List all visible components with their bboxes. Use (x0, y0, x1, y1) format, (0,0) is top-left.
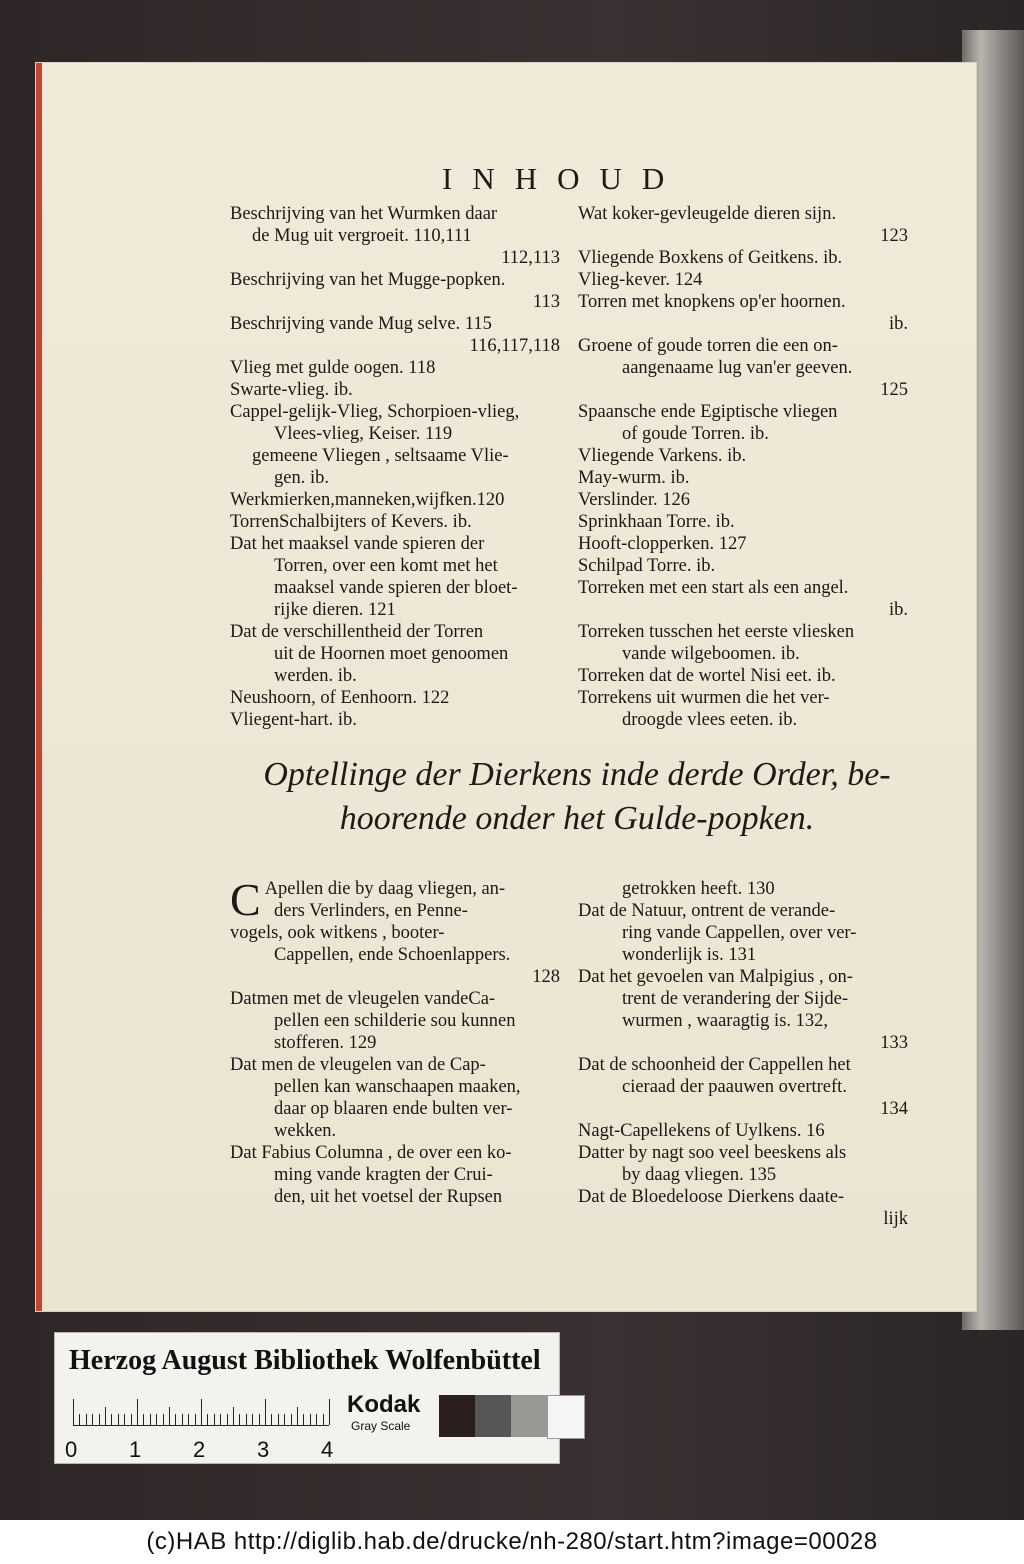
text-line (578, 577, 908, 599)
ruler-tick (233, 1407, 234, 1425)
ruler-tick (207, 1414, 208, 1425)
ruler-tick (156, 1414, 157, 1425)
line-text: Dat het maaksel vande spieren der (230, 534, 485, 554)
line-text: Dat de schoonheid der Cappellen het (578, 1055, 851, 1075)
ruler-tick (111, 1414, 112, 1425)
line-text: Cappellen, ende Schoenlappers. (274, 945, 511, 965)
text-line (578, 489, 908, 511)
text-line (230, 1120, 560, 1142)
line-text: Groene of goude torren die een on- (578, 336, 838, 356)
toc-column-left (230, 203, 560, 731)
ruler-number: 0 (65, 1437, 78, 1462)
ruler-tick (284, 1414, 285, 1425)
gray-patch (547, 1395, 585, 1439)
line-text: vande wilgeboomen. ib. (622, 644, 800, 664)
text-line (230, 489, 560, 511)
text-line (578, 988, 908, 1010)
text-line (230, 533, 560, 555)
line-text: May-wurm. ib. (578, 468, 690, 488)
text-line (578, 1098, 908, 1120)
line-text: Dat de verschillentheid der Torren (230, 622, 484, 642)
line-text: ming vande kragten der Crui- (274, 1165, 493, 1185)
text-line (230, 878, 560, 900)
text-line (578, 335, 908, 357)
ruler-tick (303, 1414, 304, 1425)
ruler-tick (271, 1414, 272, 1425)
section-heading (232, 753, 922, 841)
ruler-tick (137, 1399, 138, 1425)
line-text: Dat men de vleugelen van de Cap- (230, 1055, 486, 1075)
text-line (578, 379, 908, 401)
ruler-tick (188, 1414, 189, 1425)
line-text: ib. (888, 314, 908, 334)
line-text: TorrenSchalbijters of Kevers. ib. (230, 512, 472, 532)
text-line (230, 643, 560, 665)
gray-patch (475, 1395, 511, 1437)
line-text: Vliegende Boxkens of Geitkens. ib. (578, 248, 843, 268)
text-line (230, 335, 560, 357)
ruler-number: 1 (129, 1437, 142, 1462)
ruler-tick (99, 1414, 100, 1425)
line-text: 113 (532, 292, 560, 312)
text-line (578, 1186, 908, 1208)
drop-cap: C (230, 874, 261, 925)
kodak-logo: Kodak (347, 1391, 421, 1418)
text-line (578, 423, 908, 445)
line-text: Dat het gevoelen van Malpigius , on- (578, 967, 853, 987)
line-text: Torren met knopkens op'er hoornen. (578, 292, 846, 312)
text-line (230, 379, 560, 401)
ruler-tick (73, 1399, 74, 1425)
line-text: Schilpad Torre. ib. (578, 556, 716, 576)
gray-patch (439, 1395, 475, 1437)
line-text: Cappel-gelijk-Vlieg, Schorpioen-vlieg, (230, 402, 520, 422)
text-line (230, 1010, 560, 1032)
body-column-right (578, 878, 908, 1230)
line-text: wonderlijk is. 131 (622, 945, 757, 965)
ruler-tick (265, 1399, 266, 1425)
text-line (578, 599, 908, 621)
ruler-tick (163, 1414, 164, 1425)
line-text: 128 (532, 967, 560, 987)
text-line (230, 900, 560, 922)
line-text: aangenaame lug van'er geeven. (622, 358, 853, 378)
line-text: Torreken met een start als een angel. (578, 578, 849, 598)
line-text: 112,113 (501, 248, 560, 268)
text-line (578, 313, 908, 335)
ruler-tick (214, 1414, 215, 1425)
line-text: 123 (880, 226, 908, 246)
text-line (230, 1054, 560, 1076)
line-text: Torreken tusschen het eerste vliesken (578, 622, 855, 642)
line-text: ib. (888, 600, 908, 620)
line-text: 133 (880, 1033, 908, 1053)
line-text: 134 (880, 1099, 908, 1119)
line-text: Dat Fabius Columna , de over een ko- (230, 1143, 512, 1163)
text-line (230, 247, 560, 269)
text-line (578, 709, 908, 731)
text-line (578, 203, 908, 225)
text-line (578, 533, 908, 555)
line-text: Beschrijving van het Wurmken daar (230, 204, 498, 224)
text-line (230, 1076, 560, 1098)
ruler-tick (143, 1414, 144, 1425)
text-line (230, 401, 560, 423)
line-text: droogde vlees eeten. ib. (622, 710, 798, 730)
ruler-tick (291, 1414, 292, 1425)
line-text: ring vande Cappellen, over ver- (622, 923, 857, 943)
line-text: den, uit het voetsel der Rupsen (274, 1187, 503, 1207)
ruler-tick (329, 1399, 330, 1425)
ruler-tick (182, 1414, 183, 1425)
line-text: Datter by nagt soo veel beeskens als (578, 1143, 847, 1163)
line-text: Nagt-Capellekens of Uylkens. 16 (578, 1121, 825, 1141)
text-line (578, 247, 908, 269)
line-text: Vlieg-kever. 124 (578, 270, 703, 290)
text-line (230, 1098, 560, 1120)
text-line (578, 1054, 908, 1076)
ruler-tick (86, 1414, 87, 1425)
ruler-tick (131, 1414, 132, 1425)
ruler-tick (246, 1414, 247, 1425)
line-text: Beschrijving vande Mug selve. 115 (230, 314, 492, 334)
text-line (578, 1120, 908, 1142)
line-text: de Mug uit vergroeit. 110,111 (252, 226, 472, 246)
text-line (578, 555, 908, 577)
text-line (230, 511, 560, 533)
text-line (230, 203, 560, 225)
library-name: Herzog August Bibliothek Wolfenbüttel (69, 1345, 541, 1376)
text-line (230, 445, 560, 467)
line-text: gen. ib. (274, 468, 329, 488)
line-text: Verslinder. 126 (578, 490, 691, 510)
text-line (578, 1010, 908, 1032)
ruler-tick (239, 1414, 240, 1425)
text-line (230, 1186, 560, 1208)
ruler-tick (195, 1414, 196, 1425)
text-line (230, 357, 560, 379)
line-text: pellen een schilderie sou kunnen (274, 1011, 516, 1031)
line-text: Apellen die by daag vliegen, an- (264, 879, 506, 899)
section-heading-line-1: Optellinge der Dierkens inde derde Order, be- (263, 756, 891, 793)
ruler-tick (201, 1399, 202, 1425)
text-line (578, 922, 908, 944)
line-text: getrokken heeft. 130 (622, 879, 775, 899)
line-text: wurmen , waaragtig is. 132, (622, 1011, 829, 1031)
line-text: werden. ib. (274, 666, 357, 686)
text-line (230, 966, 560, 988)
line-text: Datmen met de vleugelen vandeCa- (230, 989, 496, 1009)
ruler-tick (92, 1414, 93, 1425)
line-text: by daag vliegen. 135 (622, 1165, 777, 1185)
line-text: pellen kan wanschaapen maaken, (274, 1077, 521, 1097)
text-line (578, 291, 908, 313)
text-line (578, 900, 908, 922)
line-text: Torrekens uit wurmen die het ver- (578, 688, 830, 708)
ruler-number: 2 (193, 1437, 206, 1462)
text-line (578, 225, 908, 247)
text-line (578, 357, 908, 379)
ruler-tick (175, 1414, 176, 1425)
line-text: stofferen. 129 (274, 1033, 377, 1053)
line-text: daar op blaaren ende bulten ver- (274, 1099, 513, 1119)
text-line (578, 1076, 908, 1098)
line-text: Neushoorn, of Eenhoorn. 122 (230, 688, 450, 708)
line-text: Dat de Natuur, ontrent de verande- (578, 901, 836, 921)
gray-scale-label: Gray Scale (351, 1419, 411, 1433)
text-line (578, 966, 908, 988)
section-heading-line-2: hoorende onder het Gulde-popken. (339, 800, 815, 837)
ruler-tick (105, 1407, 106, 1425)
ruler-tick (227, 1414, 228, 1425)
text-line (230, 1032, 560, 1054)
text-line (578, 445, 908, 467)
line-text: 116,117,118 (469, 336, 560, 356)
toc-column-right (578, 203, 908, 731)
footer-credit: (c)HAB http://diglib.hab.de/drucke/nh-280/start.htm?image=00028 (0, 1520, 1024, 1564)
ruler-tick (310, 1414, 311, 1425)
text-line (578, 878, 908, 900)
line-text: Vlieg met gulde oogen. 118 (230, 358, 436, 378)
library-color-card (54, 1332, 560, 1464)
ruler-number: 4 (321, 1437, 334, 1462)
line-text: vogels, ook witkens , booter- (230, 923, 445, 943)
line-text: Swarte-vlieg. ib. (230, 380, 353, 400)
line-text: wekken. (274, 1121, 337, 1141)
line-text: Spaansche ende Egiptische vliegen (578, 402, 838, 422)
text-line (230, 423, 560, 445)
line-text: Torreken dat de wortel Nisi eet. ib. (578, 666, 836, 686)
ruler-number: 3 (257, 1437, 270, 1462)
line-text: trent de verandering der Sijde- (622, 989, 849, 1009)
text-line (230, 291, 560, 313)
text-line (578, 1164, 908, 1186)
text-line (230, 944, 560, 966)
scale-ruler (73, 1399, 329, 1426)
line-text: cieraad der paauwen overtreft. (622, 1077, 847, 1097)
text-line (578, 1032, 908, 1054)
text-line (230, 467, 560, 489)
ruler-tick (169, 1407, 170, 1425)
text-line (578, 643, 908, 665)
ruler-tick (118, 1414, 119, 1425)
book-page (36, 63, 976, 1311)
text-line (578, 401, 908, 423)
text-line (230, 687, 560, 709)
text-line (578, 944, 908, 966)
line-text: Werkmierken,manneken,wijfken.120 (230, 490, 505, 510)
ruler-tick (124, 1414, 125, 1425)
text-line (578, 269, 908, 291)
line-text: Hooft-clopperken. 127 (578, 534, 747, 554)
text-line (230, 621, 560, 643)
ruler-tick (79, 1414, 80, 1425)
text-line (230, 577, 560, 599)
text-line (230, 1164, 560, 1186)
ruler-tick (297, 1407, 298, 1425)
running-head: INHOUD (442, 161, 685, 196)
text-line (230, 665, 560, 687)
ruler-tick (259, 1414, 260, 1425)
line-text: Vlees-vlieg, Keiser. 119 (274, 424, 453, 444)
text-line (230, 922, 560, 944)
text-line (230, 225, 560, 247)
gray-patch (511, 1395, 547, 1437)
text-line (230, 1142, 560, 1164)
text-line (230, 555, 560, 577)
ruler-tick (252, 1414, 253, 1425)
line-text: Torren, over een komt met het (274, 556, 498, 576)
text-line (230, 269, 560, 291)
line-text: Wat koker-gevleugelde dieren sijn. (578, 204, 837, 224)
text-line (578, 467, 908, 489)
line-text: 125 (880, 380, 908, 400)
ruler-tick (220, 1414, 221, 1425)
text-line (230, 709, 560, 731)
line-text: gemeene Vliegen , seltsaame Vlie- (252, 446, 509, 466)
text-line (578, 621, 908, 643)
text-line (578, 511, 908, 533)
ruler-tick (316, 1414, 317, 1425)
line-text: ders Verlinders, en Penne- (274, 901, 468, 921)
line-text: rijke dieren. 121 (274, 600, 396, 620)
line-text: lijk (883, 1209, 908, 1229)
ruler-tick (323, 1414, 324, 1425)
ruler-tick (150, 1414, 151, 1425)
text-line (230, 988, 560, 1010)
text-line (578, 687, 908, 709)
line-text: Vliegende Varkens. ib. (578, 446, 747, 466)
text-line (578, 1142, 908, 1164)
ruler-tick (278, 1414, 279, 1425)
body-column-left (230, 874, 560, 1208)
line-text: Sprinkhaan Torre. ib. (578, 512, 735, 532)
text-line (578, 665, 908, 687)
line-text: Vliegent-hart. ib. (230, 710, 357, 730)
line-text: maaksel vande spieren der bloet- (274, 578, 518, 598)
line-text: uit de Hoornen moet genoomen (274, 644, 509, 664)
text-line (578, 1208, 908, 1230)
text-line (230, 599, 560, 621)
line-text: Beschrijving van het Mugge-popken. (230, 270, 506, 290)
line-text: Dat de Bloedeloose Dierkens daate- (578, 1187, 845, 1207)
line-text: of goude Torren. ib. (622, 424, 769, 444)
text-line (230, 313, 560, 335)
